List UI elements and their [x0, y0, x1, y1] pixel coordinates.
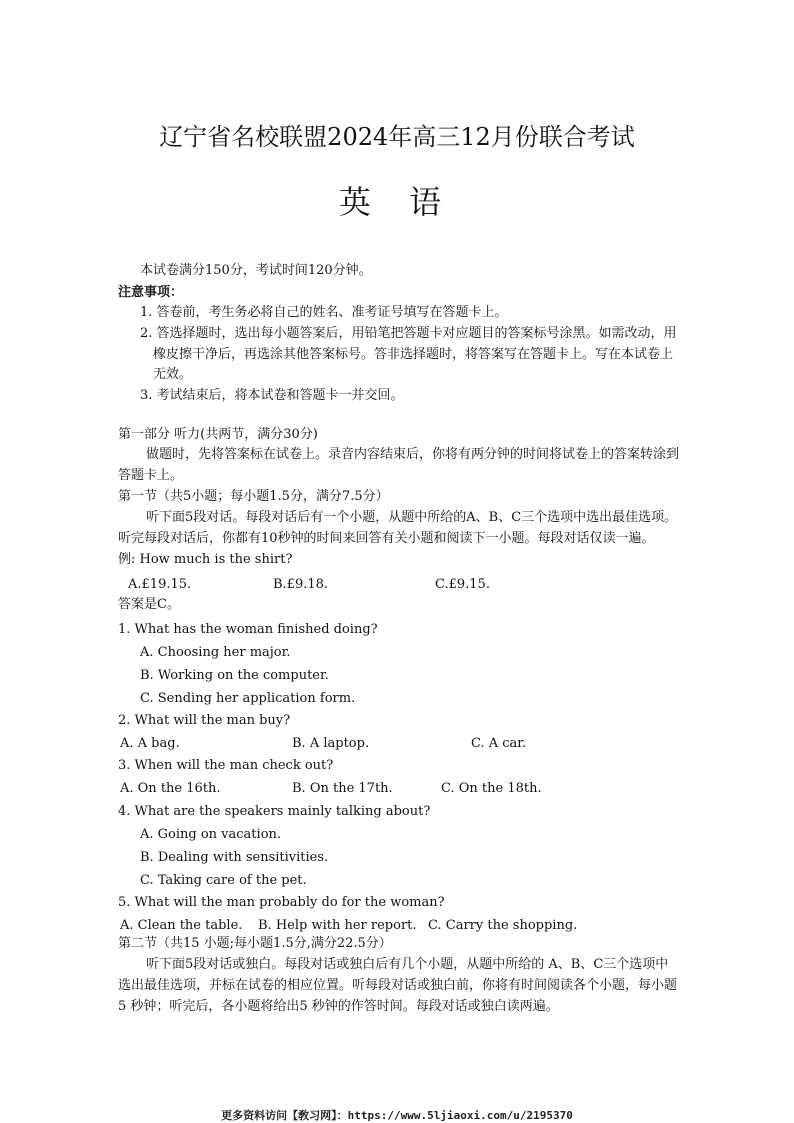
question: 3. When will the man check out? [118, 758, 334, 773]
section1-instructions: 听完每段对话后，你都有10秒钟的时间来回答有关小题和阅读下一小题。每段对话仅读一遍。 [118, 531, 655, 546]
footer-link[interactable]: 更多资料访问【敎习网】：https://www.5ljiaoxi.com/u/2195370 [221, 1109, 573, 1122]
option: B. On the 17th. [292, 781, 393, 796]
section2-heading: 第二节（共15 小题;每小题1.5分,满分22.5分） [118, 936, 392, 951]
part1-instructions: 答题卡上。 [118, 468, 184, 483]
notes-heading: 注意事项： [118, 285, 184, 300]
note-item: 无效。 [153, 367, 193, 382]
example-answer: 答案是C。 [118, 597, 180, 612]
option: A. A bag. [120, 736, 180, 751]
option: B.£9.18. [273, 577, 329, 592]
example-question: 例: How much is the shirt? [118, 552, 293, 567]
note-item: 橡皮擦干净后，再选涂其他答案标号。答非选择题时，将答案写在答题卡上。写在本试卷上 [153, 347, 674, 362]
section2-instructions: 5 秒钟；听完后，各小题将给出5 秒钟的作答时间。每段对话或独白读两遍。 [118, 999, 559, 1014]
question: 4. What are the speakers mainly talking about? [118, 804, 431, 819]
option: B. Working on the computer. [140, 668, 329, 683]
option: A. Going on vacation. [140, 827, 282, 842]
question: 2. What will the man buy? [118, 713, 291, 728]
question: 1. What has the woman finished doing? [118, 622, 378, 637]
option: C. Taking care of the pet. [140, 873, 307, 888]
note-item: 3. 考试结束后，将本试卷和答题卡一并交回。 [140, 388, 404, 403]
option: A. On the 16th. [120, 781, 221, 796]
intro-text: 本试卷满分150分，考试时间120分钟。 [140, 263, 372, 278]
option: B. A laptop. [292, 736, 370, 751]
option: B. Help with her report. [258, 918, 417, 933]
section1-instructions: 听下面5段对话。每段对话后有一个小题，从题中所给的A、B、C三个选项中选出最佳选项。 [146, 510, 678, 525]
section2-instructions: 听下面5段对话或独白。每段对话或独白后有几个小题，从题中所给的 A、B、C三个选项中 [146, 957, 669, 972]
option: A. Choosing her major. [140, 645, 291, 660]
option: B. Dealing with sensitivities. [140, 850, 329, 865]
question: 5. What will the man probably do for the woman? [118, 895, 445, 910]
option: C. On the 18th. [441, 781, 542, 796]
subject-title: 英 语 [338, 183, 456, 221]
section2-instructions: 选出最佳选项，并标在试卷的相应位置。听每段对话或独白前，你将有时间阅读各个小题，每小题 [118, 978, 678, 993]
example-options [128, 577, 490, 593]
section1-heading: 第一节（共5小题；每小题1.5分，满分7.5分） [118, 489, 389, 504]
option: C. A car. [471, 736, 527, 751]
option: C. Carry the shopping. [428, 918, 578, 933]
option: C. Sending her application form. [140, 691, 356, 706]
option: A. Clean the table. [120, 918, 243, 933]
question-options [120, 918, 577, 934]
option: C.£9.15. [435, 577, 490, 592]
note-item: 1. 答卷前，考生务必将自己的姓名、准考证号填写在答题卡上。 [140, 305, 508, 320]
part1-instructions: 做题时，先将答案标在试卷上。录音内容结束后，你将有两分钟的时间将试卷上的答案转涂到 [146, 447, 680, 462]
question-options [120, 736, 526, 752]
exam-title: 辽宁省名校联盟2024年高三12月份联合考试 [159, 123, 635, 151]
note-item: 2. 答选择题时，选出每小题答案后，用铅笔把答题卡对应题目的答案标号涂黑。如需改动，用 [140, 326, 677, 341]
question-options [120, 781, 542, 797]
part1-heading: 第一部分 听力(共两节，满分30分) [118, 427, 318, 442]
option: A.£19.15. [128, 577, 192, 592]
